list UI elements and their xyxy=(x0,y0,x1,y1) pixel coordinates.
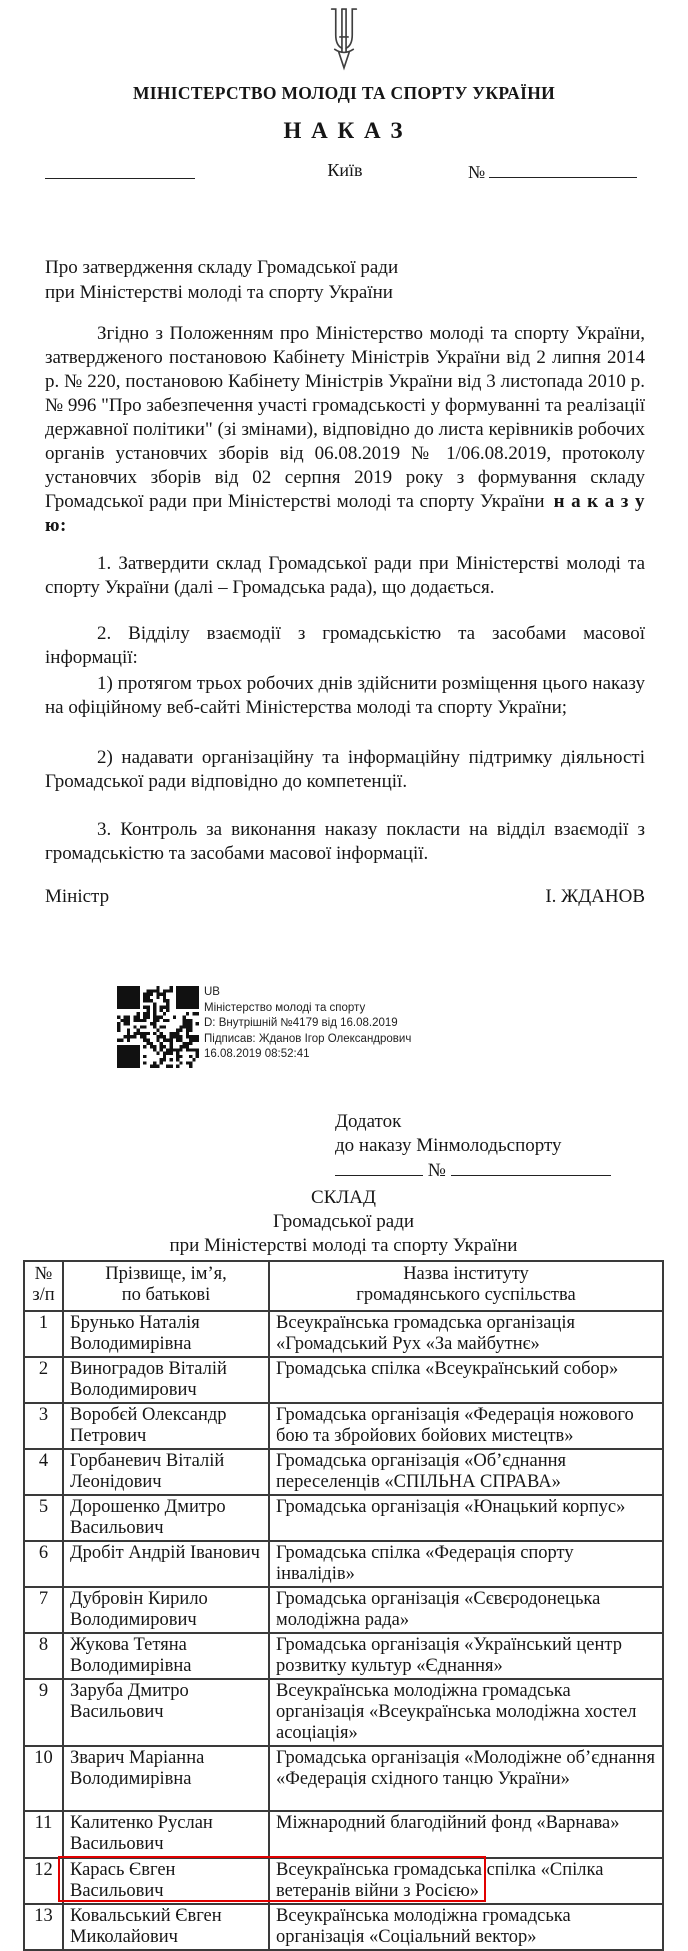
order-number-group xyxy=(468,160,645,183)
cell-number: 9 xyxy=(24,1679,63,1746)
appendix-title xyxy=(23,1186,664,1258)
cell-full-name: Ковальський Євген Миколайович xyxy=(63,1904,269,1950)
table-row xyxy=(24,1811,663,1858)
appendix-number-blank xyxy=(451,1159,611,1176)
table-row xyxy=(24,1495,663,1541)
table-row xyxy=(24,1357,663,1403)
paragraph-subitem-2: 2) надавати організаційну та інформаційну підтримку діяльності Громадської ради відповідно до компетенції. xyxy=(45,747,645,792)
cell-institution: Громадська організація «Український центр розвитку культур «Єднання» xyxy=(269,1633,663,1679)
table-row xyxy=(24,1541,663,1587)
council-table-body xyxy=(24,1311,663,1950)
header-full-name: Прізвище, ім’я, по батькові xyxy=(63,1261,269,1311)
cell-institution: Громадська організація «Об’єднання переселенців «СПІЛЬНА СПРАВА» xyxy=(269,1449,663,1495)
appendix-title-line: Громадської ради xyxy=(272,1211,415,1232)
paragraph-item-1: 1. Затвердити склад Громадської ради при Міністерстві молоді та спорту України (далі – Громадська рада), що додається. xyxy=(45,553,645,598)
city-label: Київ xyxy=(327,160,363,180)
cell-full-name: Горбаневич Віталій Леонідович xyxy=(63,1449,269,1495)
subject-line: при Міністерстві молоді та спорту України xyxy=(45,282,393,303)
cell-number: 4 xyxy=(24,1449,63,1495)
appendix-reference xyxy=(335,1110,645,1183)
stamp-caption xyxy=(204,985,411,1063)
qr-code-icon xyxy=(117,986,199,1068)
cell-number: 11 xyxy=(24,1811,63,1858)
cell-full-name: Брунько Наталія Володимирівна xyxy=(63,1311,269,1357)
cell-institution: Всеукраїнська молодіжна громадська організація «Соціальний вектор» xyxy=(269,1904,663,1950)
cell-institution: Громадська організація «Сєвєродонецька молодіжна рада» xyxy=(269,1587,663,1633)
table-row xyxy=(24,1904,663,1950)
ukraine-trident-icon xyxy=(321,6,367,72)
table-row xyxy=(24,1858,663,1904)
cell-number: 6 xyxy=(24,1541,63,1587)
table-row xyxy=(24,1633,663,1679)
cell-institution: Громадська спілка «Всеукраїнський собор» xyxy=(269,1357,663,1403)
table-row xyxy=(24,1403,663,1449)
cell-number: 1 xyxy=(24,1311,63,1357)
emblem-container xyxy=(0,6,688,77)
table-row xyxy=(24,1311,663,1357)
table-header-row xyxy=(24,1261,663,1311)
paragraph-preamble xyxy=(45,322,645,538)
number-sign: № xyxy=(468,162,486,182)
cell-number: 7 xyxy=(24,1587,63,1633)
minister-label: Міністр xyxy=(45,886,110,907)
cell-number: 2 xyxy=(24,1357,63,1403)
stamp-line: 16.08.2019 08:52:41 xyxy=(204,1048,310,1060)
cell-full-name: Зварич Маріанна Володимирівна xyxy=(63,1746,269,1811)
cell-number: 12 xyxy=(24,1858,63,1904)
stamp-line: UB xyxy=(204,986,220,998)
minister-name: І. ЖДАНОВ xyxy=(545,886,645,907)
cell-full-name: Карась Євген Васильович xyxy=(63,1858,269,1904)
appendix-title-line: при Міністерстві молоді та спорту України xyxy=(169,1235,518,1256)
cell-full-name: Жукова Тетяна Володимирівна xyxy=(63,1633,269,1679)
table-row xyxy=(24,1746,663,1811)
cell-number: 10 xyxy=(24,1746,63,1811)
cell-institution: Всеукраїнська молодіжна громадська організація «Всеукраїнська молодіжна хостел асоціація» xyxy=(269,1679,663,1746)
header-institution: Назва інституту громадянського суспільства xyxy=(269,1261,663,1311)
cell-full-name: Виноградов Віталій Володимирович xyxy=(63,1357,269,1403)
appendix-number-sign: № xyxy=(427,1160,446,1181)
cell-full-name: Заруба Дмитро Васильович xyxy=(63,1679,269,1746)
cell-number: 8 xyxy=(24,1633,63,1679)
signature-row xyxy=(45,886,645,908)
preamble-text: Згідно з Положенням про Міністерство молоді та спорту України, затвердженого постановою Кабінету Міністрів України від 2 липня 2014 р. № 220, постановою Кабінету Міністрів України від 3 листопада 2010 р. № 996 "Про забезпечення участі громадськості у формуванні та реалізації державної політики" (зі змінами), відповідно до листа керівників робочих органів установчих зборів від 06.08.2019 № 1/06.08.2019, протоколу установчих зборів від 02 серпня 2019 року з формування складу Громадської ради при Міністерстві молоді та спорту України xyxy=(45,323,645,512)
date-row xyxy=(45,158,645,184)
appendix-ref-line: до наказу Мінмолодьспорту xyxy=(335,1135,562,1156)
cell-institution: Громадська організація «Федерація ножового бою та збройових бойових мистецтв» xyxy=(269,1403,663,1449)
cell-full-name: Дубровін Кирило Володимирович xyxy=(63,1587,269,1633)
cell-full-name: Дробіт Андрій Іванович xyxy=(63,1541,269,1587)
cell-institution: Всеукраїнська громадська спілка «Спілка ветеранів війни з Росією» xyxy=(269,1858,663,1904)
paragraph-subitem-1: 1) протягом трьох робочих днів здійснити розміщення цього наказу на офіційному веб-сайті Міністерства молоді та спорту України; xyxy=(45,673,645,718)
cell-full-name: Дорошенко Дмитро Васильович xyxy=(63,1495,269,1541)
cell-institution: Всеукраїнська громадська організація «Громадський Рух «За майбутнє» xyxy=(269,1311,663,1357)
council-members-table xyxy=(23,1260,664,1951)
order-subject xyxy=(45,255,645,305)
appendix-number-line xyxy=(335,1159,645,1183)
table-row xyxy=(24,1449,663,1495)
header-number: № з/п xyxy=(24,1261,63,1311)
nakazuyu-bold: н а к а з у ю: xyxy=(45,491,645,536)
table-row xyxy=(24,1679,663,1746)
appendix-ref-line: Додаток xyxy=(335,1111,402,1132)
appendix-date-blank xyxy=(335,1159,423,1176)
cell-institution: Міжнародний благодійний фонд «Варнава» xyxy=(269,1811,663,1858)
cell-full-name: Воробєй Олександр Петрович xyxy=(63,1403,269,1449)
cell-number: 13 xyxy=(24,1904,63,1950)
cell-institution: Громадська організація «Юнацький корпус» xyxy=(269,1495,663,1541)
stamp-line: Підписав: Жданов Ігор Олександрович xyxy=(204,1032,412,1045)
paragraph-item-2: 2. Відділу взаємодії з громадськістю та засобами масової інформації: xyxy=(45,623,645,668)
appendix-title-line: СКЛАД xyxy=(311,1187,376,1208)
ministry-title: МІНІСТЕРСТВО МОЛОДІ ТА СПОРТУ УКРАЇНИ xyxy=(132,83,556,103)
cell-number: 3 xyxy=(24,1403,63,1449)
cell-institution: Громадська організація «Молодіжне об’єднання «Федерація східного танцю України» xyxy=(269,1746,663,1811)
stamp-line: D: Внутрішній №4179 від 16.08.2019 xyxy=(204,1017,398,1029)
order-title: Н А К А З xyxy=(283,118,405,143)
cell-institution: Громадська спілка «Федерація спорту інвалідів» xyxy=(269,1541,663,1587)
stamp-line: Міністерство молоді та спорту xyxy=(204,1001,366,1014)
paragraph-item-3: 3. Контроль за виконання наказу покласти на відділ взаємодії з громадськістю та засобами масової інформації. xyxy=(45,819,645,864)
cell-full-name: Калитенко Руслан Васильович xyxy=(63,1811,269,1858)
subject-line: Про затвердження складу Громадської ради xyxy=(45,257,399,278)
cell-number: 5 xyxy=(24,1495,63,1541)
number-blank-line xyxy=(489,160,637,178)
table-row xyxy=(24,1587,663,1633)
